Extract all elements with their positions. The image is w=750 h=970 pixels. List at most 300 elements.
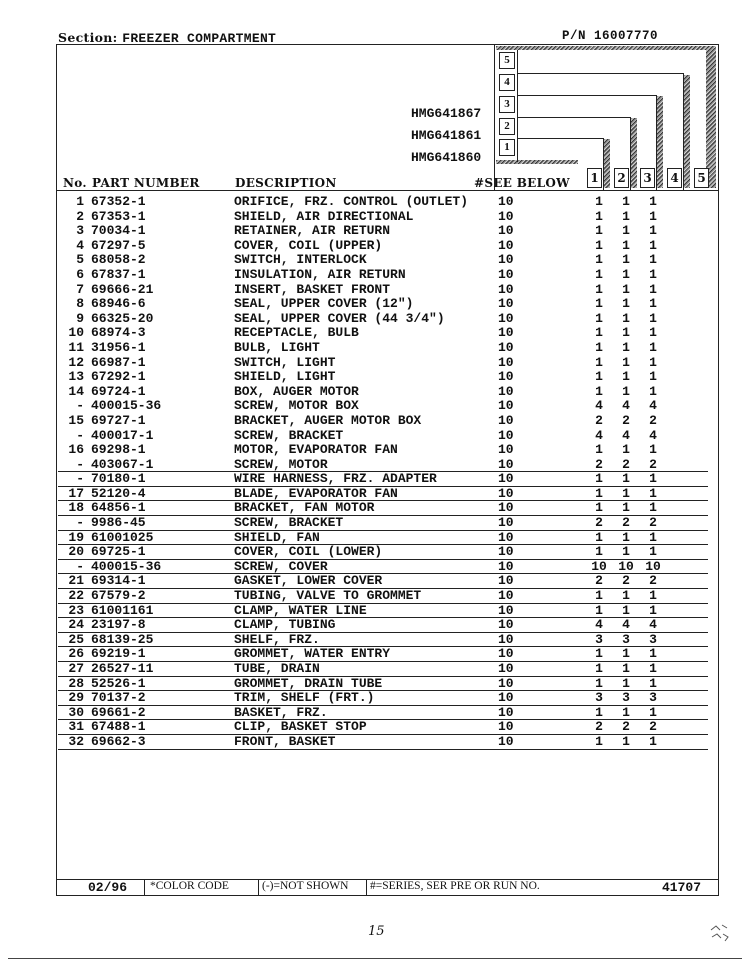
quantity-series-2: 1: [622, 646, 630, 662]
quantity-series-2: 1: [622, 602, 630, 618]
part-number: 67488-1: [91, 719, 146, 735]
quantity-series-1: 1: [595, 325, 603, 341]
parts-table: [58, 195, 708, 750]
series-code: 10: [498, 471, 514, 487]
series-code: 10: [498, 296, 514, 312]
stair-drop-4: [656, 95, 657, 190]
quantity-series-1: 10: [591, 558, 607, 574]
part-line-number: 1: [76, 194, 84, 209]
quantity-series-3: 1: [649, 296, 657, 312]
part-number: 52526-1: [91, 675, 146, 691]
table-row: [58, 487, 708, 502]
part-line-number: 32: [68, 733, 84, 749]
table-row: [58, 429, 708, 444]
series-code: 10: [498, 558, 514, 574]
quantity-series-2: 1: [622, 310, 630, 326]
quantity-series-3: 1: [649, 675, 657, 691]
table-row: [58, 604, 708, 619]
part-number: 70137-2: [91, 690, 146, 706]
series-code: 10: [498, 500, 514, 516]
quantity-series-3: 1: [649, 529, 657, 545]
table-row: [58, 560, 708, 575]
part-line-number: -: [76, 427, 84, 443]
table-row: [58, 677, 708, 692]
quantity-series-1: 1: [595, 544, 603, 560]
part-line-number: 19: [68, 529, 84, 545]
quantity-series-1: 1: [595, 281, 603, 297]
part-line-number: 8: [76, 296, 84, 312]
table-row: [58, 545, 708, 560]
part-number-header: P/N 16007770: [562, 29, 659, 43]
quantity-series-2: 1: [622, 544, 630, 560]
table-row: [58, 283, 708, 298]
quantity-series-3: 1: [649, 588, 657, 604]
part-number: 61001161: [91, 602, 154, 618]
part-number: 66987-1: [91, 354, 146, 370]
model-number: HMG641861: [411, 128, 482, 143]
part-line-number: 22: [68, 588, 84, 604]
part-number: 67579-2: [91, 588, 146, 604]
quantity-series-1: 1: [595, 485, 603, 501]
quantity-series-3: 1: [649, 733, 657, 749]
series-code: 10: [498, 456, 514, 472]
quantity-series-2: 1: [622, 354, 630, 370]
series-box-3: 3: [499, 96, 515, 113]
part-line-number: 3: [76, 223, 84, 239]
series-box-1: 1: [499, 139, 515, 156]
quantity-series-2: 2: [622, 573, 630, 589]
quantity-series-2: 1: [622, 529, 630, 545]
quantity-series-1: 1: [595, 471, 603, 487]
part-description: SEAL, UPPER COVER (44 3/4"): [234, 310, 445, 326]
quantity-series-1: 1: [595, 588, 603, 604]
table-row: [58, 516, 708, 531]
series-code: 10: [498, 412, 514, 428]
part-line-number: 30: [68, 704, 84, 720]
table-row: [58, 326, 708, 341]
part-description: BLADE, EVAPORATOR FAN: [234, 485, 398, 501]
part-number: 67352-1: [91, 194, 146, 209]
quantity-series-3: 4: [649, 617, 657, 633]
series-code: 10: [498, 631, 514, 647]
quantity-series-2: 1: [622, 281, 630, 297]
quantity-series-1: 1: [595, 237, 603, 253]
table-row: [58, 414, 708, 429]
part-description: SCREW, COVER: [234, 558, 328, 574]
footer-doc-number: 41707: [662, 880, 702, 895]
quantity-series-3: 1: [649, 194, 657, 209]
part-description: WIRE HARNESS, FRZ. ADAPTER: [234, 471, 437, 487]
part-description: SHIELD, FAN: [234, 529, 320, 545]
series-code: 10: [498, 704, 514, 720]
series-box-5: 5: [499, 52, 515, 69]
scan-texture-col5: [683, 75, 690, 188]
part-description: TRIM, SHELF (FRT.): [234, 690, 375, 706]
quantity-series-3: 1: [649, 252, 657, 268]
series-column-header-3: 3: [640, 168, 655, 188]
table-row: [58, 501, 708, 516]
quantity-series-1: 1: [595, 646, 603, 662]
series-code: 10: [498, 733, 514, 749]
part-number: 67837-1: [91, 266, 146, 282]
part-number: 69725-1: [91, 544, 146, 560]
part-number: 69219-1: [91, 646, 146, 662]
quantity-series-1: 1: [595, 310, 603, 326]
part-number: 66325-20: [91, 310, 154, 326]
quantity-series-1: 2: [595, 456, 603, 472]
quantity-series-3: 4: [649, 427, 657, 443]
quantity-series-2: 1: [622, 208, 630, 224]
footer-separator: [144, 879, 145, 896]
scan-artifact-icon: [708, 922, 732, 944]
part-line-number: -: [76, 558, 84, 574]
quantity-series-1: 1: [595, 208, 603, 224]
table-row: [58, 385, 708, 400]
quantity-series-2: 1: [622, 223, 630, 239]
series-code: 10: [498, 588, 514, 604]
part-description: TUBE, DRAIN: [234, 661, 320, 676]
table-row: [58, 443, 708, 458]
table-row: [58, 618, 708, 633]
quantity-series-1: 2: [595, 515, 603, 531]
series-code: 10: [498, 237, 514, 253]
part-description: CLAMP, WATER LINE: [234, 602, 367, 618]
part-number: 31956-1: [91, 339, 146, 355]
series-code: 10: [498, 354, 514, 370]
quantity-series-1: 1: [595, 266, 603, 282]
footer-series-note: #=SERIES, SER PRE OR RUN NO.: [370, 880, 540, 892]
quantity-series-1: 1: [595, 500, 603, 516]
quantity-series-1: 1: [595, 194, 603, 209]
table-row: [58, 239, 708, 254]
quantity-series-2: 3: [622, 690, 630, 706]
quantity-series-1: 1: [595, 704, 603, 720]
table-row: [58, 341, 708, 356]
part-description: SHIELD, LIGHT: [234, 369, 336, 385]
column-header-see-below: #SEE BELOW: [474, 176, 570, 190]
part-description: BASKET, FRZ.: [234, 704, 328, 720]
series-code: 10: [498, 690, 514, 706]
quantity-series-1: 1: [595, 661, 603, 676]
part-line-number: -: [76, 515, 84, 531]
part-line-number: 23: [68, 602, 84, 618]
header-divider: [56, 190, 719, 191]
part-description: SWITCH, INTERLOCK: [234, 252, 367, 268]
series-code: 10: [498, 529, 514, 545]
table-row: [58, 195, 708, 210]
part-description: INSULATION, AIR RETURN: [234, 266, 406, 282]
quantity-series-3: 1: [649, 442, 657, 458]
footer-separator: [366, 879, 367, 896]
quantity-series-2: 4: [622, 617, 630, 633]
quantity-series-1: 3: [595, 631, 603, 647]
quantity-series-2: 1: [622, 485, 630, 501]
part-description: GROMMET, WATER ENTRY: [234, 646, 391, 662]
part-number: 69314-1: [91, 573, 146, 589]
quantity-series-3: 1: [649, 602, 657, 618]
quantity-series-1: 2: [595, 412, 603, 428]
quantity-series-3: 2: [649, 573, 657, 589]
table-row: [58, 268, 708, 283]
part-line-number: 31: [68, 719, 84, 735]
quantity-series-2: 2: [622, 456, 630, 472]
footer: [58, 879, 718, 896]
part-line-number: 2: [76, 208, 84, 224]
part-description: SWITCH, LIGHT: [234, 354, 336, 370]
quantity-series-2: 2: [622, 412, 630, 428]
part-line-number: 6: [76, 266, 84, 282]
part-number: 69727-1: [91, 412, 146, 428]
series-code: 10: [498, 208, 514, 224]
quantity-series-3: 4: [649, 398, 657, 414]
quantity-series-2: 1: [622, 383, 630, 399]
part-line-number: 21: [68, 573, 84, 589]
quantity-series-1: 4: [595, 427, 603, 443]
quantity-series-1: 1: [595, 339, 603, 355]
table-row: [58, 297, 708, 312]
section-name: FREEZER COMPARTMENT: [122, 31, 277, 46]
part-number: 400015-36: [91, 558, 162, 574]
part-description: COVER, COIL (UPPER): [234, 237, 383, 253]
quantity-series-2: 1: [622, 296, 630, 312]
quantity-series-1: 1: [595, 354, 603, 370]
series-code: 10: [498, 194, 514, 209]
part-description: GROMMET, DRAIN TUBE: [234, 675, 383, 691]
quantity-series-3: 2: [649, 719, 657, 735]
part-description: SHIELD, AIR DIRECTIONAL: [234, 208, 414, 224]
part-line-number: 16: [68, 442, 84, 458]
part-line-number: 20: [68, 544, 84, 560]
part-line-number: 17: [68, 485, 84, 501]
series-code: 10: [498, 369, 514, 385]
quantity-series-3: 2: [649, 515, 657, 531]
table-row: [58, 662, 708, 677]
quantity-series-1: 4: [595, 617, 603, 633]
quantity-series-2: 1: [622, 500, 630, 516]
part-line-number: 24: [68, 617, 84, 633]
quantity-series-3: 1: [649, 354, 657, 370]
part-number: 70034-1: [91, 223, 146, 239]
part-line-number: 18: [68, 500, 84, 516]
quantity-series-2: 1: [622, 369, 630, 385]
part-description: SEAL, UPPER COVER (12"): [234, 296, 414, 312]
part-number: 400015-36: [91, 398, 162, 414]
quantity-series-2: 1: [622, 733, 630, 749]
table-row: [58, 253, 708, 268]
part-line-number: 12: [68, 354, 84, 370]
table-row: [58, 399, 708, 414]
part-line-number: 14: [68, 383, 84, 399]
footer-separator: [258, 879, 259, 896]
series-code: 10: [498, 661, 514, 676]
part-description: SCREW, MOTOR BOX: [234, 398, 359, 414]
part-line-number: 4: [76, 237, 84, 253]
part-number: 52120-4: [91, 485, 146, 501]
scan-texture-col3: [630, 118, 637, 188]
part-line-number: 15: [68, 412, 84, 428]
series-code: 10: [498, 310, 514, 326]
quantity-series-1: 1: [595, 383, 603, 399]
series-code: 10: [498, 325, 514, 341]
part-description: FRONT, BASKET: [234, 733, 336, 749]
quantity-series-3: 1: [649, 646, 657, 662]
table-row: [58, 531, 708, 546]
series-code: 10: [498, 442, 514, 458]
quantity-series-1: 3: [595, 690, 603, 706]
part-number: 9986-45: [91, 515, 146, 531]
series-code: 10: [498, 266, 514, 282]
part-number: 69298-1: [91, 442, 146, 458]
series-code: 10: [498, 515, 514, 531]
quantity-series-3: 1: [649, 471, 657, 487]
part-number: 23197-8: [91, 617, 146, 633]
part-line-number: 26: [68, 646, 84, 662]
part-line-number: 13: [68, 369, 84, 385]
quantity-series-3: 1: [649, 485, 657, 501]
part-line-number: -: [76, 456, 84, 472]
quantity-series-1: 2: [595, 719, 603, 735]
quantity-series-2: 4: [622, 398, 630, 414]
part-line-number: -: [76, 471, 84, 487]
quantity-series-1: 1: [595, 442, 603, 458]
quantity-series-3: 2: [649, 456, 657, 472]
part-description: SHELF, FRZ.: [234, 631, 320, 647]
stair-line-3: [517, 117, 630, 118]
quantity-series-2: 2: [622, 719, 630, 735]
series-box-stack-edge: [517, 50, 518, 162]
series-code: 10: [498, 223, 514, 239]
part-line-number: 29: [68, 690, 84, 706]
part-description: SCREW, BRACKET: [234, 427, 344, 443]
quantity-series-3: 1: [649, 704, 657, 720]
part-number: 67292-1: [91, 369, 146, 385]
stair-line-2: [517, 138, 603, 139]
quantity-series-1: 1: [595, 602, 603, 618]
stair-line-4: [517, 95, 656, 96]
series-code: 10: [498, 675, 514, 691]
quantity-series-3: 1: [649, 266, 657, 282]
scan-texture-col1: [496, 160, 578, 164]
part-number: 400017-1: [91, 427, 154, 443]
series-code: 10: [498, 252, 514, 268]
quantity-series-3: 1: [649, 325, 657, 341]
quantity-series-1: 1: [595, 529, 603, 545]
part-description: INSERT, BASKET FRONT: [234, 281, 391, 297]
series-code: 10: [498, 281, 514, 297]
quantity-series-1: 1: [595, 252, 603, 268]
series-code: 10: [498, 398, 514, 414]
table-row: [58, 720, 708, 735]
quantity-series-2: 1: [622, 442, 630, 458]
quantity-series-2: 3: [622, 631, 630, 647]
part-description: RETAINER, AIR RETURN: [234, 223, 391, 239]
model-number: HMG641867: [411, 106, 482, 121]
quantity-series-3: 1: [649, 383, 657, 399]
part-description: CLAMP, TUBING: [234, 617, 336, 633]
scan-texture-col2: [603, 139, 610, 188]
part-number: 61001025: [91, 529, 154, 545]
series-box-2: 2: [499, 118, 515, 135]
quantity-series-3: 1: [649, 310, 657, 326]
table-row: [58, 706, 708, 721]
series-column-header-5: 5: [694, 168, 709, 188]
quantity-series-2: 1: [622, 237, 630, 253]
series-code: 10: [498, 427, 514, 443]
quantity-series-2: 1: [622, 325, 630, 341]
quantity-series-3: 1: [649, 661, 657, 676]
part-description: ORIFICE, FRZ. CONTROL (OUTLET): [234, 194, 469, 209]
part-line-number: 28: [68, 675, 84, 691]
part-number: 68946-6: [91, 296, 146, 312]
column-header-part-number: PART NUMBER: [92, 176, 200, 190]
part-number: 69724-1: [91, 383, 146, 399]
quantity-series-1: 1: [595, 296, 603, 312]
stair-line-5: [517, 73, 683, 74]
column-header-description: DESCRIPTION: [235, 176, 337, 190]
quantity-series-3: 1: [649, 208, 657, 224]
quantity-series-3: 1: [649, 544, 657, 560]
part-description: SCREW, MOTOR: [234, 456, 328, 472]
part-description: MOTOR, EVAPORATOR FAN: [234, 442, 398, 458]
quantity-series-2: 2: [622, 515, 630, 531]
quantity-series-3: 1: [649, 339, 657, 355]
table-row: [58, 356, 708, 371]
part-description: CLIP, BASKET STOP: [234, 719, 367, 735]
part-description: BULB, LIGHT: [234, 339, 320, 355]
footer-date: 02/96: [88, 880, 128, 895]
quantity-series-3: 10: [645, 558, 661, 574]
quantity-series-1: 1: [595, 675, 603, 691]
series-column-header-2: 2: [614, 168, 629, 188]
table-row: [58, 589, 708, 604]
quantity-series-3: 1: [649, 223, 657, 239]
table-row: [58, 735, 708, 750]
quantity-series-3: 1: [649, 281, 657, 297]
part-line-number: 5: [76, 252, 84, 268]
footer-color-code: *COLOR CODE: [150, 880, 229, 892]
quantity-series-3: 1: [649, 237, 657, 253]
part-description: TUBING, VALVE TO GROMMET: [234, 588, 422, 604]
part-line-number: 25: [68, 631, 84, 647]
quantity-series-3: 1: [649, 500, 657, 516]
part-number: 64856-1: [91, 500, 146, 516]
series-code: 10: [498, 719, 514, 735]
series-column-header-4: 4: [667, 168, 682, 188]
part-line-number: -: [76, 398, 84, 414]
part-line-number: 9: [76, 310, 84, 326]
scan-texture-col4: [656, 96, 663, 188]
quantity-series-2: 4: [622, 427, 630, 443]
series-code: 10: [498, 485, 514, 501]
part-line-number: 7: [76, 281, 84, 297]
table-row: [58, 312, 708, 327]
model-number: HMG641860: [411, 150, 482, 165]
part-number: 68139-25: [91, 631, 154, 647]
stair-drop-3: [630, 117, 631, 190]
quantity-series-2: 1: [622, 704, 630, 720]
part-description: RECEPTACLE, BULB: [234, 325, 359, 341]
series-code: 10: [498, 383, 514, 399]
series-code: 10: [498, 646, 514, 662]
table-row: [58, 370, 708, 385]
quantity-series-2: 1: [622, 339, 630, 355]
part-number: 403067-1: [91, 456, 154, 472]
part-number: 67297-5: [91, 237, 146, 253]
quantity-series-2: 1: [622, 661, 630, 676]
part-description: BRACKET, FAN MOTOR: [234, 500, 375, 516]
part-number: 69662-3: [91, 733, 146, 749]
table-row: [58, 210, 708, 225]
